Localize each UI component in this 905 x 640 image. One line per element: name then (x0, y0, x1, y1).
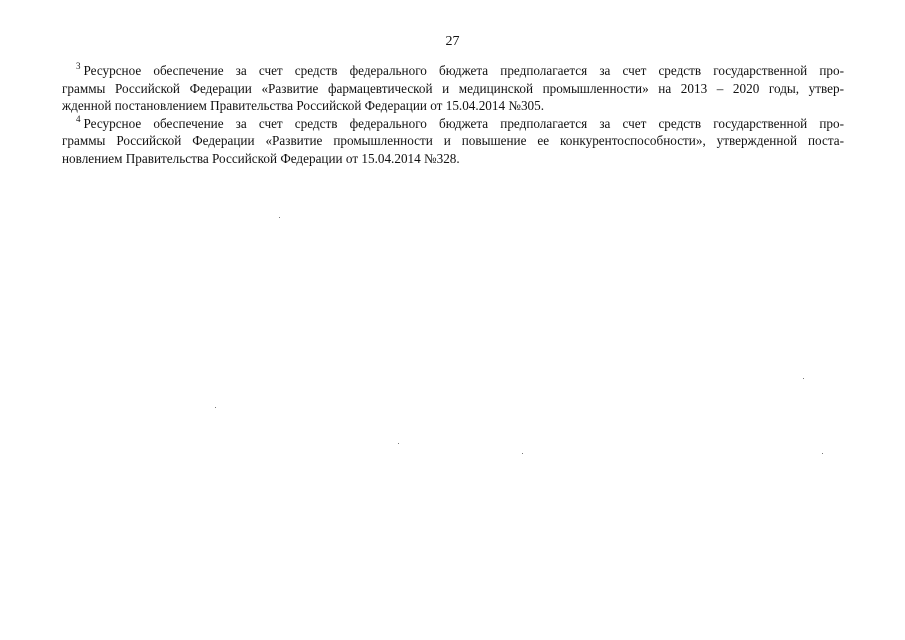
footnote-line (62, 62, 844, 80)
scan-speck (215, 407, 216, 408)
footnote-line: новлением Правительства Российской Федерации от 15.04.2014 №328. (62, 150, 460, 166)
footnote-marker: 3 (76, 61, 81, 71)
scan-speck (279, 217, 280, 218)
footnote-text: Ресурсное обеспечение за счет средств федерального бюджета предполагается за счет средств государственной про- (83, 115, 844, 131)
scan-speck (398, 443, 399, 444)
scan-speck (522, 453, 523, 454)
footnote-line: граммы Российской Федерации «Развитие промышленности и повышение ее конкурентоспособности», утвержденной поста- (62, 133, 844, 148)
footnote-3 (62, 62, 844, 115)
scan-speck (822, 453, 823, 454)
footnote-4 (62, 115, 844, 168)
footnote-marker: 4 (76, 113, 81, 124)
footnote-line (62, 115, 844, 133)
scan-speck (803, 378, 804, 379)
footnote-line: жденной постановлением Правительства Российской Федерации от 15.04.2014 №305. (62, 98, 545, 113)
footnote-text: Ресурсное обеспечение за счет средств федерального бюджета предполагается за счет средств государственной про- (83, 63, 844, 78)
page-number: 27 (445, 34, 460, 49)
footnote-line: граммы Российской Федерации «Развитие фармацевтической и медицинской промышленности» на 2013 – 2020 годы, утвер- (62, 80, 844, 96)
footnotes (62, 62, 844, 167)
